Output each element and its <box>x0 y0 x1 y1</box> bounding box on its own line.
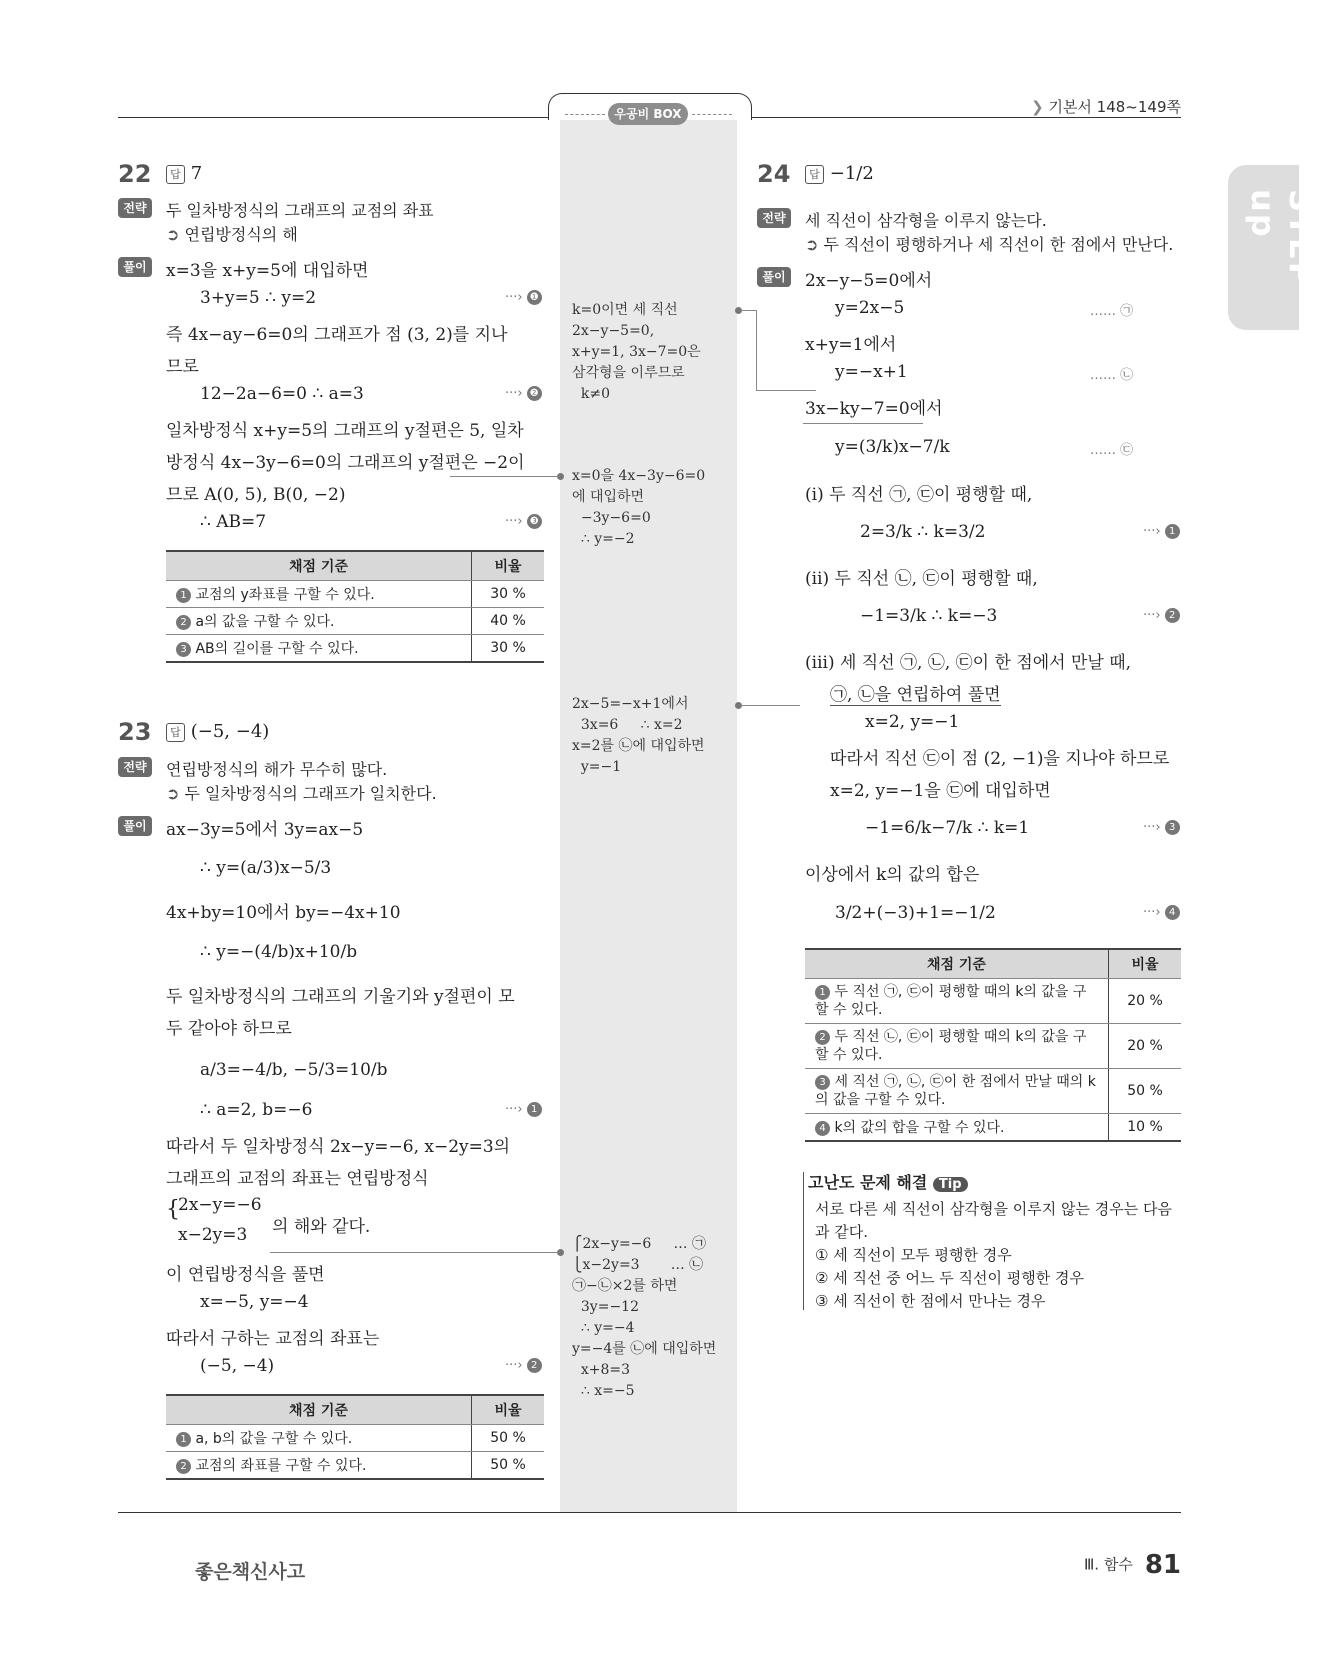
scoring-table: 채점 기준 비율 1 교점의 y좌표를 구할 수 있다. 30 % 2 a의 값을 구할 수 있다. 40 % 3 AB의 길이를 구할 수 있다. 30 % <box>166 550 544 663</box>
strategy-tag: 전략 <box>118 757 152 777</box>
strategy-result: ➲ 연립방정식의 해 <box>166 225 298 244</box>
strategy-text: 두 일차방정식의 그래프의 교점의 좌표 <box>166 201 434 220</box>
solution-tag: 풀이 <box>118 257 152 277</box>
solution-tag: 풀이 <box>757 267 791 287</box>
problem-number: 22 <box>118 160 152 188</box>
side-note: ⎧2x−y=−6 … ㉠ ⎩x−2y=3 … ㉡ ㉠−㉡×2를 하면 3y=−12 ∴ y=−4 y=−4를 ㉡에 대입하면 x+8=3 ∴ x=−5 <box>572 1236 717 1399</box>
scoring-table: 채점 기준 비율 1 a, b의 값을 구할 수 있다. 50 % 2 교점의 좌표를 구할 수 있다. 50 % <box>166 1394 544 1480</box>
tip-badge: Tip <box>933 1177 968 1192</box>
side-note: k=0이면 세 직선 2x−y−5=0, x+y=1, 3x−7=0은 삼각형을 이루므로 k≠0 <box>572 302 701 402</box>
solution-tag: 풀이 <box>118 816 152 836</box>
side-note: x=0을 4x−3y−6=0 에 대입하면 −3y−6=0 ∴ y=−2 <box>572 468 706 547</box>
box-badge: 우공비 BOX <box>608 103 688 125</box>
answer: 답 (−5, −4) <box>166 721 269 742</box>
scoring-table: 채점 기준 비율 1 두 직선 ㉠, ㉢이 평행할 때의 k의 값을 구할 수 있다. 20 % 2 두 직선 ㉡, ㉢이 평행할 때의 k의 값을 구할 수 있다. 20 % 3 세 직선 ㉠, ㉡, ㉢이 한 점에서 만날 때의 k의 값을 구할 수 있다. 50 % 4 k의 값의 합을 구할 수 있다. 10 % <box>805 948 1181 1142</box>
problem-number: 23 <box>118 718 152 746</box>
page-footer: Ⅲ. 함수 81 <box>1083 1550 1181 1580</box>
tip-title: 고난도 문제 해결 Tip <box>808 1170 968 1193</box>
strategy-result: ➲ 두 직선이 평행하거나 세 직선이 한 점에서 만난다. <box>805 235 1174 254</box>
answer: 답 7 <box>166 163 202 184</box>
step-up-tab: STEP up <box>1228 165 1299 330</box>
footer-rule <box>118 1512 1181 1513</box>
strategy-result: ➲ 두 일차방정식의 그래프가 일치한다. <box>166 784 437 803</box>
page-reference: ❯ 기본서 148~149쪽 <box>1031 98 1181 116</box>
problem-number: 24 <box>757 160 791 188</box>
strategy-tag: 전략 <box>757 208 791 228</box>
side-note: 2x−5=−x+1에서 3x=6 ∴ x=2 x=2를 ㉡에 대입하면 y=−1 <box>572 696 705 775</box>
strategy-text: 세 직선이 삼각형을 이루지 않는다. <box>805 211 1047 230</box>
publisher: 좋은책신사고 <box>195 1561 306 1583</box>
strategy-text: 연립방정식의 해가 무수히 많다. <box>166 760 388 779</box>
strategy-tag: 전략 <box>118 198 152 218</box>
answer: 답 −1/2 <box>805 163 874 184</box>
